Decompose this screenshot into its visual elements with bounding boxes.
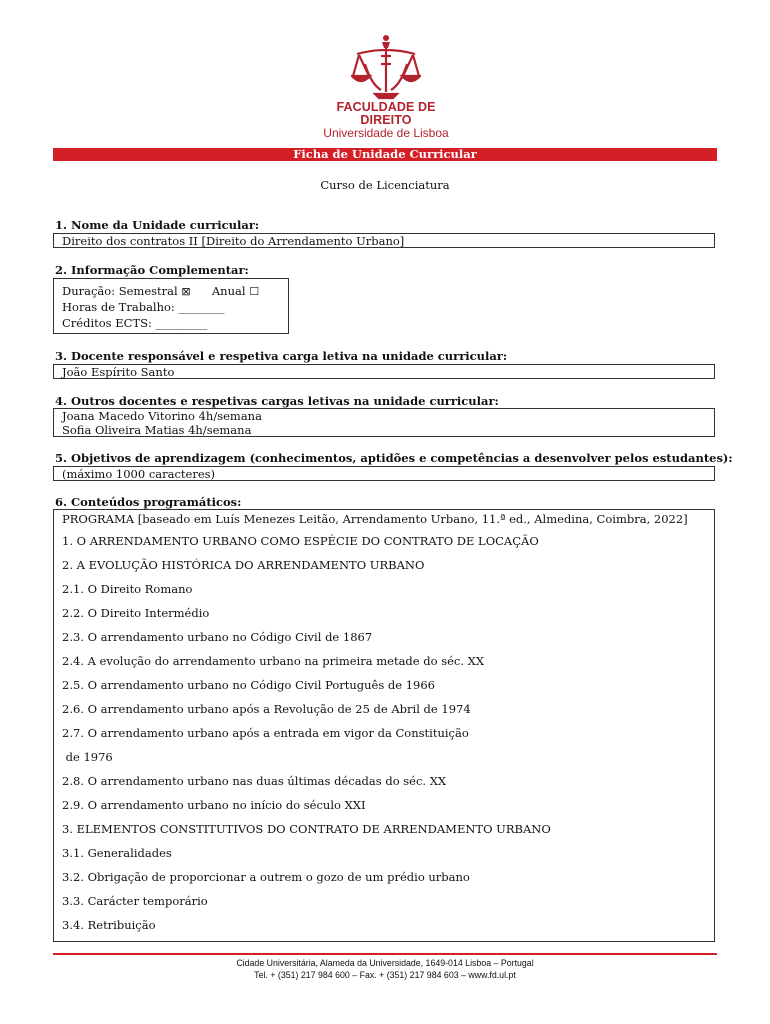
responsible-teacher-value: João Espírito Santo [62,365,175,379]
syllabus-line: 3.2. Obrigação de proporcionar a outrem o gozo de um prédio urbano [62,870,470,884]
section1-heading: 1. Nome da Unidade curricular: [55,218,260,232]
form-title-bar: Ficha de Unidade Curricular [53,148,717,161]
other-teacher-line: Joana Macedo Vitorino 4h/semana [62,409,262,423]
footer-contacts: Tel. + (351) 217 984 600 – Fax. + (351) 217 984 603 – www.fd.ul.pt [254,970,516,980]
section2-heading: 2. Informação Complementar: [55,263,249,277]
syllabus-line: 2. A EVOLUÇÃO HISTÓRICA DO ARRENDAMENTO URBANO [62,558,425,572]
footer-address: Cidade Universitária, Alameda da Universidade, 1649-014 Lisboa – Portugal [236,958,534,968]
syllabus-line: PROGRAMA [baseado em Luís Menezes Leitão, Arrendamento Urbano, 11.ª ed., Almedina, Coimbra, 2022] [62,512,688,526]
syllabus-line: 2.7. O arrendamento urbano após a entrada em vigor da Constituição [62,726,469,740]
syllabus-line: 3.3. Carácter temporário [62,894,208,908]
duration-row [62,284,288,298]
syllabus-line: 2.1. O Direito Romano [62,582,193,596]
syllabus-line: 3. ELEMENTOS CONSTITUTIVOS DO CONTRATO DE ARRENDAMENTO URBANO [62,822,551,836]
scales-of-justice-icon [351,34,421,100]
hours-label: Horas de Trabalho: ________ [62,300,225,314]
syllabus-line: 2.5. O arrendamento urbano no Código Civil Português de 1966 [62,678,436,692]
syllabus-line: 2.4. A evolução do arrendamento urbano na primeira metade do séc. XX [62,654,485,668]
syllabus-line: 3.1. Generalidades [62,846,172,860]
logo-title: FACULDADE DE DIREITO [336,100,436,127]
section6-heading: 6. Conteúdos programáticos: [55,495,242,509]
syllabus-line: de 1976 [62,750,113,764]
objectives-value: (máximo 1000 caracteres) [62,467,216,481]
course-label: Curso de Licenciatura [320,178,450,192]
syllabus-line: 2.8. O arrendamento urbano nas duas últimas décadas do séc. XX [62,774,447,788]
objectives-field [53,466,715,481]
syllabus-line: 2.6. O arrendamento urbano após a Revolução de 25 de Abril de 1974 [62,702,471,716]
other-teacher-line: Sofia Oliveira Matias 4h/semana [62,423,252,437]
complementary-info-box [53,278,289,334]
other-teachers-field [53,408,715,437]
faculty-logo [318,34,454,140]
section3-heading: 3. Docente responsável e respetiva carga letiva na unidade curricular: [55,349,508,363]
syllabus-line: 2.2. O Direito Intermédio [62,606,210,620]
annual-label: Anual [211,284,246,298]
syllabus-line: 2.9. O arrendamento urbano no início do século XXI [62,798,366,812]
section5-heading: 5. Objetivos de aprendizagem (conhecimentos, aptidões e competências a desenvolver pelos estudantes): [55,451,733,465]
footer-divider [53,953,717,955]
duration-label: Duração: Semestral [62,284,178,298]
course-name-value: Direito dos contratos II [Direito do Arrendamento Urbano] [62,234,405,248]
syllabus-line: 1. O ARRENDAMENTO URBANO COMO ESPÉCIE DO CONTRATO DE LOCAÇÃO [62,534,539,548]
annual-checkbox[interactable]: ☐ [249,285,260,298]
ects-label: Créditos ECTS: _________ [62,316,208,330]
semestral-checkbox[interactable]: ⊠ [181,285,191,298]
syllabus-box [53,509,715,942]
logo-subtitle: Universidade de Lisboa [323,126,449,140]
course-name-field [53,233,715,248]
syllabus-line: 3.4. Retribuição [62,918,156,932]
section4-heading: 4. Outros docentes e respetivas cargas letivas na unidade curricular: [55,394,499,408]
responsible-teacher-field [53,364,715,379]
syllabus-line: 2.3. O arrendamento urbano no Código Civil de 1867 [62,630,373,644]
